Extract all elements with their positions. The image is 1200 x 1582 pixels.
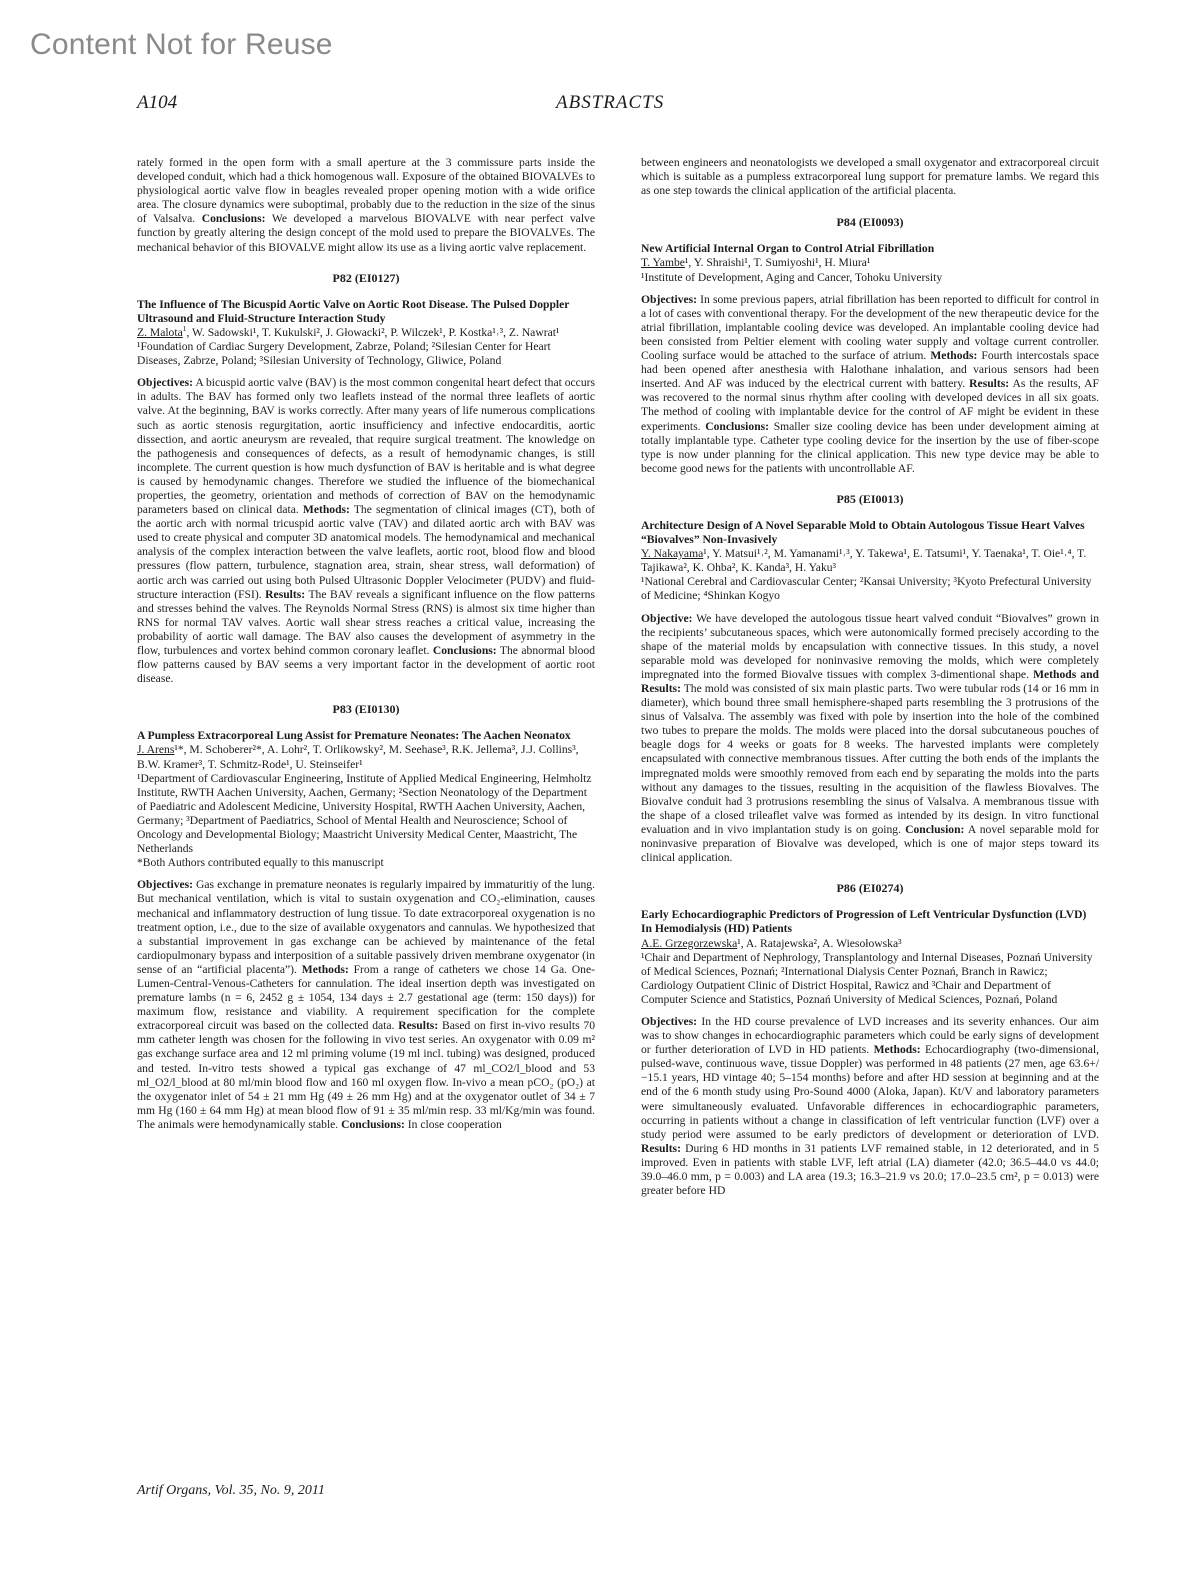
affiliations: ¹Institute of Development, Aging and Cancer, Tohoku University bbox=[641, 270, 943, 284]
author-list: A.E. Grzegorzewska¹, A. Ratajewska², A. Wiesołowska³ bbox=[641, 936, 902, 950]
abstract-id: P83 (EI0130) bbox=[332, 702, 400, 717]
abstract-body: Objectives: Gas exchange in premature neonates is regularly impaired by immaturitiy of the lung. But mechanical ventilation, which is vital to sustain oxygenation and CO₂-elimination, causes mechanical and inflammatory destruction of lung tissue. To date extracorporeal oxygenation is no treatment option, i.e., due to the size of available oxygenators and cannulas. We hypothesized that a substantial improvement in gas exchange can be achieved by maintenance of the fetal cardiopulmonary bypass and interposition of a suitable passively driven membrane oxygenator (in sense of an “artificial placenta”). Methods: From a range of catheters we chose 14 Ga. One-Lumen-Central-Venous-Catheters for cannulation. The ideal insertion depth was investigated on premature lambs (n = 6, 2452 g ± 1054, 134 days ± 2.7 gestational age (term: 150 days)) for maximum flow, resistance and viability. A requirement specification for the complete extracorporeal circuit was based on the collected data. Results: Based on first in-vivo results 70 mm catheter length was chosen for the following in vivo test series. An oxygenator with 0.09 m² gas exchange surface area and 12 ml priming volume (19 ml incl. tubing) was designed, produced and tested. In-vitro tests showed a typical gas exchange of 47 ml_CO2/l_blood and 53 ml_O2/l_blood at 80 ml/min blood flow and 160 ml oxygen flow. In-vivo a mean pCO₂ (pO₂) at the oxygenator inlet of 54 ± 21 mm Hg (49 ± 26 mm Hg) and at the oxygenator outlet of 34 ± 7 mm Hg (160 ± 64 mm Hg) at mean blood flow of 91 ± 35 ml/min resp. 33 ml/Kg/min was found. The animals were hemodynamically stable. Conclusions: In close cooperation bbox=[137, 878, 595, 1131]
abstract-title: New Artificial Internal Organ to Control Atrial Fibrillation bbox=[641, 242, 935, 256]
abstract-title: Architecture Design of A Novel Separable Mold to Obtain Autologous Tissue Heart Valves “Biovalves” Non-Invasively bbox=[641, 518, 1085, 547]
page-number: A104 bbox=[137, 92, 178, 113]
abstract-title: The Influence of The Bicuspid Aortic Valve on Aortic Root Disease. The Pulsed Doppler Ultrasound and Fluid-Structure Interaction Study bbox=[137, 297, 570, 325]
continuation-text: rately formed in the open form with a small aperture at the 3 commissure parts inside the developed conduit, which had a thick homogenous wall. Exposure of the obtained BIOVALVEs to physiological aortic valve flow in beagles revealed proper opening motion with a wide orifice area. The closure dynamics were suboptimal, probably due to the reduction in the size of the sinus of Valsalva. Conclusions: We developed a marvelous BIOVALVE with near perfect valve function by greatly altering the design concept of the mold used to prepare the BIOVALVEs. The mechanical behavior of this BIOVALVE might allow its use as a living aortic valve replacement. bbox=[137, 156, 595, 254]
abstract-body: Objective: We have developed the autologous tissue heart valved conduit “Biovalves” grown in the recipients’ subcutaneous spaces, which were autonomically formed precisely according to the shape of the material molds by encapsulation with connective tissues. In this study, a novel separable mold was developed for noninvasive removing the molds, which were completely impregnated into the formed Biovalve tissues with complex 3-dimentional shape. Methods and Results: The mold was consisted of six main plastic parts. Two were tubular rods (14 or 16 mm in diameter), which bound three small hemisphere-shaped parts resembling the 3 protrusions of the sinus of Valsalva. The assembly was fixed with pole by insertion into the hole of the combined two tubes to prepare the molds. The molds were placed into the dorsal subcutaneous pouches of beagle dogs for 4 weeks or goats for 8 weeks. The harvested implants were completely encapsulated with connective membranous tissues. After cutting the both ends of the implants the impregnated molds were smoothly removed from each end by separating the molds into the parts without any damages to the tissues, resulting in the acquisition of the flawless Biovalves. The Biovalve conduit had 3 protrusions resembling the sinus of Valsalva. A membranous tissue with the shape of a closed trileaflet valve was formed as intended by its design. In vitro functional evaluation and in vivo implantation study is on going. Conclusion: A novel separable mold for noninvasive preparation of Biovalve was developed, which is one of major steps toward its clinical application. bbox=[641, 611, 1099, 865]
presenting-author: A.E. Grzegorzewska bbox=[641, 936, 738, 950]
affiliations: ¹Department of Cardiovascular Engineering, Institute of Applied Medical Engineering, Helmholtz Institute, RWTH Aachen University, Aachen, Germany; ²Section Neonatology of the Department of Paediatric and Adolescent Medicine, University Hospital, RWTH Aachen University, Aachen, Germany; ³Department of Paediatrics, School of Mental Health and Neuroscience; School of Oncology and Developmental Biology; Maastricht University Medical Center, Maastricht, The Netherlands bbox=[137, 771, 592, 856]
abstract-body: Objectives: A bicuspid aortic valve (BAV) is the most common congenital heart defect that occurs in adults. The BAV has formed only two leaflets instead of the normal three leaflets of aortic valve. At the beginning, BAV is works correctly. After many years of life numerous complications such as aortic stenosis regurgitation, aortic insufficiency and infective endocarditis, aortic dissection, and aortic aneurysm are revealed, that require surgical treatment. The knowledge on the pathogenesis and consequences of defects, as a result of hemodynamic changes, is still incomplete. The current question is how much dysfunction of BAV is heritable and is what degree is caused by hemodynamic changes. Therefore we studied the influence of the biomechanical properties, the geometry, orientation and methods of correction of BAV on the hemodynamic parameters based on clinical data. Methods: The segmentation of clinical images (CT), both of the aortic arch with normal tricuspid aortic valve (TAV) and dilated aortic arch with BAV was used to create physical and computer 3D anatomical models. The hemodynamical and mechanical analysis of the complex interaction between the valve leaflets, aortic root, blood flow and blood pressures (flow pattern, turbulence, stagnation area, strain, shear stress, wall deformation) of aortic arch was carried out using both Pulsed Ultrasonic Doppler Velocimeter (PUDV) and fluid-structure interaction (FSI). Results: The BAV reveals a significant influence on the flow patterns and stresses behind the valves. The Reynolds Normal Stress (RNS) is almost six time higher than RNS for normal TAV valves. Aortic wall shear stress reaches a critical value, increasing the probability of aortic wall damage. The BAV also causes the development of asymmetry in the flow, turbulences and vortex behind common coronary leaflet. Conclusions: The abnormal blood flow patterns caused by BAV seems a very important factor in the development of aortic root disease. bbox=[137, 376, 596, 686]
presenting-author: Y. Nakayama bbox=[641, 547, 704, 561]
author-list: Z. Malota$^1$, W. Sadowski¹, T. Kukulski², J. Głowacki², P. Wilczek¹, P. Kostka¹˒³, Z. Nawrat¹ bbox=[137, 324, 560, 339]
author-list: T. Yambe¹, Y. Shraishi¹, T. Sumiyoshi¹, H. Miura¹ bbox=[641, 256, 871, 270]
abstract-body: Objectives: In some previous papers, atrial fibrillation has been reported to difficult for control in a lot of cases with conventional therapy. For the development of the new therapeutic device for the atrial fibrillation, implantable cooling device was developed. An implantable cooling device had been consisted from Peltier element with cooling water supply and voltage current controller. Cooling surface would be attached to the surface of atrium. Methods: Fourth intercostals space had been opened after anesthesia with Halothane inhalation, and various sensors had been inserted. And AF was induced by the electrical current with battery. Results: As the results, AF was recovered to the normal sinus rhythm after cooling with developed devices in all six goats. The method of cooling with implantable device for the control of AF might be evident in these experiments. Conclusions: Smaller size cooling device has been under development aiming at totally implantable type. Catheter type cooling device for the insertion by the use of fiber-scope type is now under planning for the clinical application. This new type device may be able to become good news for the patients with uncontrollable AF. bbox=[641, 292, 1100, 475]
right-column bbox=[641, 156, 1099, 1198]
section-title: ABSTRACTS bbox=[556, 92, 665, 113]
abstract-id: P84 (EI0093) bbox=[836, 215, 904, 230]
abstract-id: P85 (EI0013) bbox=[836, 491, 904, 506]
watermark: Content Not for Reuse bbox=[30, 28, 333, 61]
continuation-text: between engineers and neonatologists we developed a small oxygenator and extracorporeal circuit which is suitable as a pumpless extracorporeal lung support for premature lambs. We regard this as one step towards the clinical application of the artificial placenta. bbox=[641, 156, 1099, 198]
affiliations: ¹National Cerebral and Cardiovascular Center; ²Kansai University; ³Kyoto Prefectural University of Medicine; ⁴Shinkan Kogyo bbox=[641, 575, 1092, 603]
presenting-author: T. Yambe bbox=[641, 256, 685, 270]
affiliations: ¹Chair and Department of Nephrology, Transplantology and Internal Diseases, Poznań University of Medical Sciences, Poznań; ²International Dialysis Center Poznań, Branch in Rawicz; Cardiology Outpatient Clinic of District Hospital, Rawicz and ³Chair and Department of Computer Science and Statistics, Poznań University of Medical Sciences, Poznań, Poland bbox=[641, 950, 1093, 1006]
affiliations: ¹Foundation of Cardiac Surgery Development, Zabrze, Poland; ²Silesian Center for Heart Diseases, Zabrze, Poland; ³Silesian University of Technology, Gliwice, Poland bbox=[137, 340, 551, 368]
author-note: *Both Authors contributed equally to this manuscript bbox=[137, 856, 384, 870]
author-list: J. Arens¹*, M. Schoberer²*, A. Lohr², T. Orlikowsky², M. Seehase³, R.K. Jellema³, J.J. Collins³, B.W. Kramer³, T. Schmitz-Rode¹, U. Steinseifer¹ bbox=[137, 743, 579, 771]
left-column bbox=[137, 156, 595, 1132]
abstract-title: A Pumpless Extracorporeal Lung Assist for Premature Neonates: The Aachen Neonatox bbox=[137, 729, 571, 743]
abstract-id: P82 (EI0127) bbox=[332, 270, 400, 285]
presenting-author: J. Arens bbox=[137, 743, 175, 757]
presenting-author: Z. Malota bbox=[137, 325, 183, 339]
abstract-body: Objectives: In the HD course prevalence of LVD increases and its severity enhances. Our aim was to show changes in echocardiographic parameters which could be early signs of development or further deterioration of LVD in HD patients. Methods: Echocardiography (two-dimensional, pulsed-wave, continuous wave, tissue Doppler) was performed in 48 patients (27 men, age 63.6+/−15.1 years, HD vintage 40; 5–154 months) before and after HD session at beginning and at the end of the 6 month study using Pro-Sound 4000 (Aloka, Japan). Kt/V and laboratory parameters were simultaneously evaluated. Unfavorable differences in echocardiographic parameters, occurring in patients without a change in classification of left ventricular function (LVF) over a study period were assumed to be early predictors of development or deterioration of LVD. Results: During 6 HD months in 31 patients LVF remained stable, in 12 deteriorated, and in 5 improved. Even in patients with stable LVF, left atrial (LA) diameter (42.0; 36.5–44.0 vs 44.0; 39.0–46.0 mm, p = 0.003) and LA area (19.3; 16.3–21.9 vs 20.0; 17.0–23.5 cm², p = 0.013) were greater before HD bbox=[641, 1014, 1099, 1198]
author-list: Y. Nakayama¹, Y. Matsui¹˒², M. Yamanami¹˒³, Y. Takewa¹, E. Tatsumi¹, Y. Taenaka¹, T. Oie¹˒⁴, T. Tajikawa², K. Ohba², K. Kanda³, H. Yaku³ bbox=[641, 547, 1087, 575]
running-head bbox=[137, 92, 1099, 118]
footer-citation: Artif Organs, Vol. 35, No. 9, 2011 bbox=[137, 1483, 325, 1498]
abstract-title: Early Echocardiographic Predictors of Progression of Left Ventricular Dysfunction (LVD) In Hemodialysis (HD) Patients bbox=[641, 908, 1087, 936]
abstract-id: P86 (EI0274) bbox=[836, 881, 904, 896]
